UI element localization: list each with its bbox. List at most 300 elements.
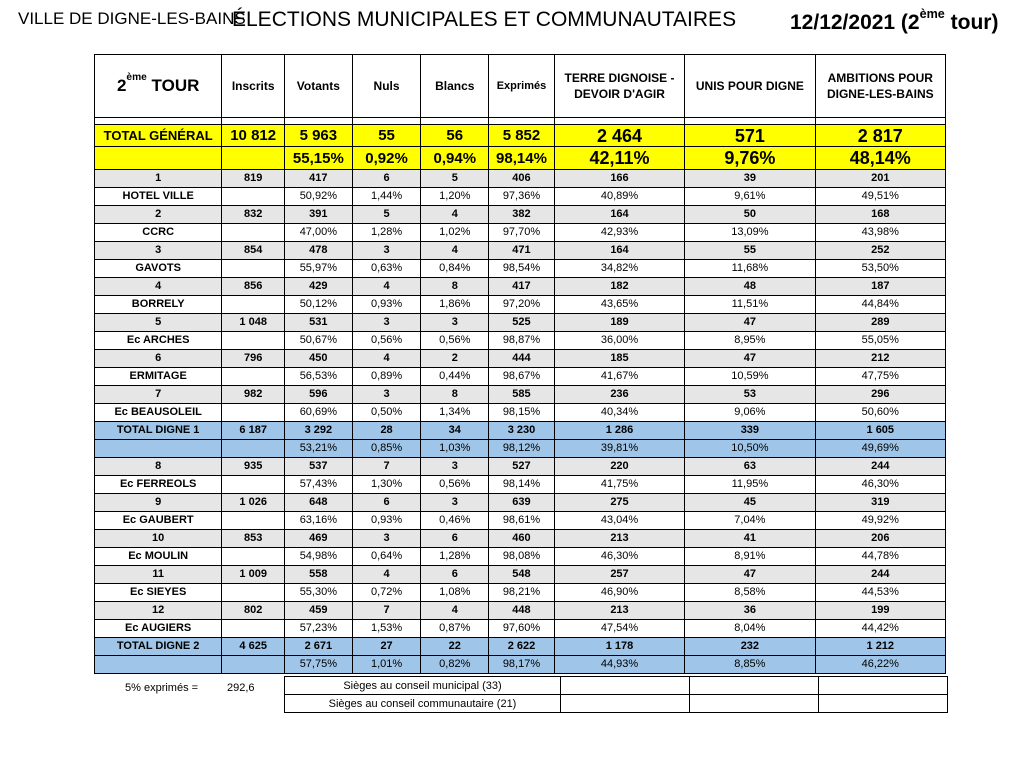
bureau-pct-row: [95, 368, 946, 386]
bureau-pct-row: [95, 224, 946, 242]
pct-votants: 50,67%: [285, 332, 353, 350]
count-list-terre-dignoise: 1 286: [554, 422, 684, 440]
pct-exprimes: 98,21%: [489, 584, 555, 602]
count-votants: 469: [285, 530, 353, 548]
bureau-count-row: [95, 458, 946, 476]
total-general-pct-empty: [222, 147, 285, 170]
subtotal-pct-row: [95, 440, 946, 458]
bureau-pct-row: [95, 296, 946, 314]
pct-list-terre-dignoise: 36,00%: [554, 332, 684, 350]
total-general-row: [95, 125, 946, 147]
count-list-terre-dignoise: 220: [554, 458, 684, 476]
count-votants: 450: [285, 350, 353, 368]
pct-votants: 55,30%: [285, 584, 353, 602]
count-list-terre-dignoise: 213: [554, 602, 684, 620]
total-general-list-ambitions: 2 817: [815, 125, 945, 147]
bureau-count-row: [95, 386, 946, 404]
results-table: [94, 54, 946, 674]
bureau-number: 11: [95, 566, 222, 584]
total-general-pct-list-ambitions: 48,14%: [815, 147, 945, 170]
count-votants: 478: [285, 242, 353, 260]
bureau-name: Ec BEAUSOLEIL: [95, 404, 222, 422]
seats-municipal-label: Sièges au conseil municipal (33): [285, 677, 561, 695]
total-general-pct-row: [95, 147, 946, 170]
pct-nuls: 0,56%: [352, 332, 421, 350]
count-votants: 391: [285, 206, 353, 224]
pct-empty: [222, 512, 285, 530]
pct-blancs: 0,87%: [421, 620, 489, 638]
seats-cell: [690, 695, 819, 713]
count-blancs: 8: [421, 386, 489, 404]
pct-list-terre-dignoise: 44,93%: [554, 656, 684, 674]
bureau-name: Ec ARCHES: [95, 332, 222, 350]
total-general-pct-label: [95, 147, 222, 170]
bureau-name: CCRC: [95, 224, 222, 242]
count-blancs: 6: [421, 530, 489, 548]
count-blancs: 5: [421, 170, 489, 188]
bureau-count-row: [95, 602, 946, 620]
pct-list-unis-pour-digne: 11,51%: [685, 296, 815, 314]
bureau-name: BORRELY: [95, 296, 222, 314]
pct-list-unis-pour-digne: 8,95%: [685, 332, 815, 350]
pct-nuls: 0,72%: [352, 584, 421, 602]
bureau-number: 9: [95, 494, 222, 512]
bureau-number: 6: [95, 350, 222, 368]
bureau-pct-row: [95, 620, 946, 638]
bureau-pct-row: [95, 512, 946, 530]
pct-list-unis-pour-digne: 8,91%: [685, 548, 815, 566]
pct-list-unis-pour-digne: 10,59%: [685, 368, 815, 386]
count-inscrits: 4 625: [222, 638, 285, 656]
header-list-unis-pour-digne: UNIS POUR DIGNE: [685, 55, 815, 118]
pct-votants: 53,21%: [285, 440, 353, 458]
pct-exprimes: 98,15%: [489, 404, 555, 422]
subtotal-count-row: [95, 422, 946, 440]
bureau-name: Ec SIEYES: [95, 584, 222, 602]
count-votants: 2 671: [285, 638, 353, 656]
count-votants: 531: [285, 314, 353, 332]
count-inscrits: 796: [222, 350, 285, 368]
bureau-number: 2: [95, 206, 222, 224]
date-text: 12/12/2021 (2: [790, 11, 920, 34]
pct-empty: [222, 620, 285, 638]
pct-votants: 50,92%: [285, 188, 353, 206]
bureau-name: Ec FERREOLS: [95, 476, 222, 494]
total-general-pct-exprimes: 98,14%: [489, 147, 555, 170]
subtotal-count-row: [95, 638, 946, 656]
pct-list-terre-dignoise: 39,81%: [554, 440, 684, 458]
count-votants: 648: [285, 494, 353, 512]
total-general-label: TOTAL GÉNÉRAL: [95, 125, 222, 147]
pct-empty: [222, 476, 285, 494]
pct-empty: [222, 332, 285, 350]
pct-list-unis-pour-digne: 8,58%: [685, 584, 815, 602]
count-inscrits: 819: [222, 170, 285, 188]
count-list-unis-pour-digne: 232: [685, 638, 815, 656]
pct-votants: 60,69%: [285, 404, 353, 422]
seats-communautaire-row: [285, 695, 948, 713]
total-general-blancs: 56: [421, 125, 489, 147]
count-inscrits: 856: [222, 278, 285, 296]
header-blancs: Blancs: [421, 55, 489, 118]
pct-votants: 56,53%: [285, 368, 353, 386]
pct-exprimes: 97,70%: [489, 224, 555, 242]
count-nuls: 3: [352, 530, 421, 548]
bureau-count-row: [95, 242, 946, 260]
count-nuls: 3: [352, 314, 421, 332]
pct-list-unis-pour-digne: 8,85%: [685, 656, 815, 674]
count-list-ambitions: 244: [815, 566, 945, 584]
header-votants: Votants: [285, 55, 353, 118]
total-general-pct-nuls: 0,92%: [352, 147, 421, 170]
pct-empty: [222, 224, 285, 242]
bureau-number: 5: [95, 314, 222, 332]
count-exprimes: 417: [489, 278, 555, 296]
pct-votants: 57,75%: [285, 656, 353, 674]
threshold-value: 292,6: [227, 682, 255, 694]
pct-list-ambitions: 46,22%: [815, 656, 945, 674]
count-nuls: 27: [352, 638, 421, 656]
pct-list-terre-dignoise: 41,75%: [554, 476, 684, 494]
pct-nuls: 0,93%: [352, 296, 421, 314]
count-exprimes: 525: [489, 314, 555, 332]
pct-list-ambitions: 46,30%: [815, 476, 945, 494]
bureau-pct-row: [95, 476, 946, 494]
pct-list-unis-pour-digne: 10,50%: [685, 440, 815, 458]
bureau-number: 8: [95, 458, 222, 476]
count-blancs: 4: [421, 242, 489, 260]
count-list-ambitions: 244: [815, 458, 945, 476]
pct-list-ambitions: 44,78%: [815, 548, 945, 566]
pct-empty: [222, 656, 285, 674]
count-list-unis-pour-digne: 47: [685, 350, 815, 368]
bureau-count-row: [95, 278, 946, 296]
count-list-ambitions: 168: [815, 206, 945, 224]
seats-cell: [561, 677, 690, 695]
pct-empty: [222, 440, 285, 458]
pct-votants: 54,98%: [285, 548, 353, 566]
pct-list-terre-dignoise: 42,93%: [554, 224, 684, 242]
pct-blancs: 1,03%: [421, 440, 489, 458]
count-inscrits: 1 026: [222, 494, 285, 512]
pct-list-terre-dignoise: 46,30%: [554, 548, 684, 566]
pct-votants: 63,16%: [285, 512, 353, 530]
date-superscript: ème: [919, 7, 945, 22]
pct-exprimes: 98,12%: [489, 440, 555, 458]
pct-list-ambitions: 43,98%: [815, 224, 945, 242]
count-exprimes: 444: [489, 350, 555, 368]
pct-empty: [222, 296, 285, 314]
count-list-ambitions: 206: [815, 530, 945, 548]
pct-list-unis-pour-digne: 7,04%: [685, 512, 815, 530]
count-inscrits: 982: [222, 386, 285, 404]
pct-exprimes: 98,87%: [489, 332, 555, 350]
bureau-pct-row: [95, 584, 946, 602]
pct-list-ambitions: 55,05%: [815, 332, 945, 350]
bureau-number: 10: [95, 530, 222, 548]
pct-nuls: 1,53%: [352, 620, 421, 638]
count-list-unis-pour-digne: 47: [685, 314, 815, 332]
pct-nuls: 1,01%: [352, 656, 421, 674]
results-body: [95, 55, 946, 674]
pct-votants: 55,97%: [285, 260, 353, 278]
column-header-row: [95, 55, 946, 118]
count-blancs: 3: [421, 494, 489, 512]
bureau-pct-row: [95, 548, 946, 566]
count-list-ambitions: 1 212: [815, 638, 945, 656]
pct-nuls: 1,30%: [352, 476, 421, 494]
pct-nuls: 0,93%: [352, 512, 421, 530]
pct-blancs: 0,44%: [421, 368, 489, 386]
count-list-terre-dignoise: 236: [554, 386, 684, 404]
pct-list-ambitions: 53,50%: [815, 260, 945, 278]
count-list-ambitions: 212: [815, 350, 945, 368]
count-blancs: 4: [421, 206, 489, 224]
count-exprimes: 406: [489, 170, 555, 188]
pct-empty: [222, 188, 285, 206]
pct-list-unis-pour-digne: 9,06%: [685, 404, 815, 422]
pct-votants: 57,43%: [285, 476, 353, 494]
count-list-unis-pour-digne: 45: [685, 494, 815, 512]
count-list-unis-pour-digne: 48: [685, 278, 815, 296]
bureau-number: 12: [95, 602, 222, 620]
pct-exprimes: 97,60%: [489, 620, 555, 638]
count-votants: 596: [285, 386, 353, 404]
subtotal-label: TOTAL DIGNE 2: [95, 638, 222, 656]
count-list-terre-dignoise: 164: [554, 206, 684, 224]
pct-list-terre-dignoise: 46,90%: [554, 584, 684, 602]
pct-blancs: 1,86%: [421, 296, 489, 314]
bureau-pct-row: [95, 404, 946, 422]
subtotal-name: [95, 440, 222, 458]
header-inscrits: Inscrits: [222, 55, 285, 118]
count-exprimes: 2 622: [489, 638, 555, 656]
seats-cell: [819, 695, 948, 713]
bureau-count-row: [95, 350, 946, 368]
count-exprimes: 585: [489, 386, 555, 404]
bureau-name: Ec AUGIERS: [95, 620, 222, 638]
pct-nuls: 0,64%: [352, 548, 421, 566]
count-inscrits: 935: [222, 458, 285, 476]
bureau-number: 4: [95, 278, 222, 296]
pct-exprimes: 98,14%: [489, 476, 555, 494]
total-general-pct-votants: 55,15%: [285, 147, 353, 170]
date-suffix: tour): [944, 11, 999, 34]
count-blancs: 8: [421, 278, 489, 296]
pct-nuls: 1,44%: [352, 188, 421, 206]
count-votants: 459: [285, 602, 353, 620]
count-blancs: 6: [421, 566, 489, 584]
pct-list-ambitions: 49,69%: [815, 440, 945, 458]
bureau-pct-row: [95, 332, 946, 350]
pct-empty: [222, 260, 285, 278]
count-nuls: 4: [352, 566, 421, 584]
pct-empty: [222, 404, 285, 422]
count-votants: 558: [285, 566, 353, 584]
count-list-ambitions: 1 605: [815, 422, 945, 440]
spacer-row: [95, 118, 946, 125]
round-label: TOUR: [146, 75, 200, 95]
total-general-pct-blancs: 0,94%: [421, 147, 489, 170]
pct-list-ambitions: 44,84%: [815, 296, 945, 314]
bureau-name: Ec GAUBERT: [95, 512, 222, 530]
count-list-ambitions: 201: [815, 170, 945, 188]
pct-list-terre-dignoise: 43,65%: [554, 296, 684, 314]
pct-exprimes: 98,61%: [489, 512, 555, 530]
bureau-count-row: [95, 530, 946, 548]
count-list-unis-pour-digne: 47: [685, 566, 815, 584]
count-list-ambitions: 199: [815, 602, 945, 620]
count-nuls: 28: [352, 422, 421, 440]
bureau-number: 1: [95, 170, 222, 188]
bureau-count-row: [95, 314, 946, 332]
bureau-name: HOTEL VILLE: [95, 188, 222, 206]
count-list-ambitions: 296: [815, 386, 945, 404]
pct-exprimes: 97,20%: [489, 296, 555, 314]
pct-blancs: 1,08%: [421, 584, 489, 602]
seats-cell: [690, 677, 819, 695]
count-exprimes: 527: [489, 458, 555, 476]
count-exprimes: 548: [489, 566, 555, 584]
count-list-unis-pour-digne: 55: [685, 242, 815, 260]
count-list-unis-pour-digne: 39: [685, 170, 815, 188]
bureau-name: GAVOTS: [95, 260, 222, 278]
header-exprimes: Exprimés: [489, 55, 555, 118]
threshold-note: [125, 682, 255, 694]
count-blancs: 34: [421, 422, 489, 440]
pct-blancs: 0,82%: [421, 656, 489, 674]
pct-exprimes: 98,54%: [489, 260, 555, 278]
count-list-terre-dignoise: 257: [554, 566, 684, 584]
count-blancs: 3: [421, 314, 489, 332]
seats-cell: [819, 677, 948, 695]
count-inscrits: 6 187: [222, 422, 285, 440]
pct-list-terre-dignoise: 47,54%: [554, 620, 684, 638]
count-list-ambitions: 187: [815, 278, 945, 296]
pct-blancs: 1,20%: [421, 188, 489, 206]
count-list-unis-pour-digne: 41: [685, 530, 815, 548]
pct-blancs: 0,46%: [421, 512, 489, 530]
seats-cell: [561, 695, 690, 713]
bureau-count-row: [95, 206, 946, 224]
count-blancs: 3: [421, 458, 489, 476]
pct-nuls: 1,28%: [352, 224, 421, 242]
count-list-unis-pour-digne: 50: [685, 206, 815, 224]
total-general-exprimes: 5 852: [489, 125, 555, 147]
pct-nuls: 0,63%: [352, 260, 421, 278]
count-inscrits: 1 009: [222, 566, 285, 584]
bureau-count-row: [95, 494, 946, 512]
pct-list-unis-pour-digne: 8,04%: [685, 620, 815, 638]
pct-list-terre-dignoise: 34,82%: [554, 260, 684, 278]
pct-list-terre-dignoise: 40,34%: [554, 404, 684, 422]
pct-exprimes: 98,17%: [489, 656, 555, 674]
count-list-terre-dignoise: 164: [554, 242, 684, 260]
count-inscrits: 854: [222, 242, 285, 260]
count-nuls: 3: [352, 242, 421, 260]
count-list-ambitions: 252: [815, 242, 945, 260]
count-list-unis-pour-digne: 63: [685, 458, 815, 476]
city-name: VILLE DE DIGNE-LES-BAINS: [18, 9, 246, 28]
count-exprimes: 382: [489, 206, 555, 224]
bureau-pct-row: [95, 260, 946, 278]
subtotal-label: TOTAL DIGNE 1: [95, 422, 222, 440]
header-list-terre-dignoise: TERRE DIGNOISE - DEVOIR D'AGIR: [554, 55, 684, 118]
pct-list-unis-pour-digne: 13,09%: [685, 224, 815, 242]
pct-list-terre-dignoise: 41,67%: [554, 368, 684, 386]
pct-blancs: 0,56%: [421, 476, 489, 494]
seats-municipal-row: [285, 677, 948, 695]
count-list-terre-dignoise: 185: [554, 350, 684, 368]
round-number: 2: [116, 75, 127, 95]
bureau-count-row: [95, 170, 946, 188]
count-exprimes: 639: [489, 494, 555, 512]
pct-votants: 47,00%: [285, 224, 353, 242]
count-inscrits: 802: [222, 602, 285, 620]
count-nuls: 6: [352, 494, 421, 512]
total-general-inscrits: 10 812: [222, 125, 285, 147]
pct-list-terre-dignoise: 40,89%: [554, 188, 684, 206]
count-exprimes: 460: [489, 530, 555, 548]
pct-list-ambitions: 50,60%: [815, 404, 945, 422]
count-list-terre-dignoise: 1 178: [554, 638, 684, 656]
count-list-terre-dignoise: 182: [554, 278, 684, 296]
pct-list-unis-pour-digne: 9,61%: [685, 188, 815, 206]
pct-exprimes: 98,67%: [489, 368, 555, 386]
count-blancs: 2: [421, 350, 489, 368]
count-exprimes: 3 230: [489, 422, 555, 440]
count-list-terre-dignoise: 189: [554, 314, 684, 332]
pct-empty: [222, 584, 285, 602]
pct-nuls: 0,89%: [352, 368, 421, 386]
pct-exprimes: 97,36%: [489, 188, 555, 206]
count-list-unis-pour-digne: 339: [685, 422, 815, 440]
bureau-name: ERMITAGE: [95, 368, 222, 386]
pct-list-unis-pour-digne: 11,68%: [685, 260, 815, 278]
seats-table: [284, 676, 948, 713]
count-nuls: 4: [352, 278, 421, 296]
bureau-number: 3: [95, 242, 222, 260]
pct-list-terre-dignoise: 43,04%: [554, 512, 684, 530]
pct-nuls: 0,50%: [352, 404, 421, 422]
bureau-count-row: [95, 566, 946, 584]
pct-blancs: 1,02%: [421, 224, 489, 242]
count-list-terre-dignoise: 275: [554, 494, 684, 512]
pct-list-ambitions: 47,75%: [815, 368, 945, 386]
header-list-ambitions: AMBITIONS POUR DIGNE-LES-BAINS: [815, 55, 945, 118]
count-list-terre-dignoise: 213: [554, 530, 684, 548]
round-superscript: ème: [126, 71, 147, 83]
count-list-ambitions: 319: [815, 494, 945, 512]
pct-list-unis-pour-digne: 11,95%: [685, 476, 815, 494]
total-general-pct-list-terre-dignoise: 42,11%: [554, 147, 684, 170]
pct-empty: [222, 548, 285, 566]
total-general-list-unis-pour-digne: 571: [685, 125, 815, 147]
bureau-pct-row: [95, 188, 946, 206]
pct-list-ambitions: 44,53%: [815, 584, 945, 602]
count-votants: 537: [285, 458, 353, 476]
count-nuls: 5: [352, 206, 421, 224]
count-list-terre-dignoise: 166: [554, 170, 684, 188]
pct-votants: 50,12%: [285, 296, 353, 314]
pct-blancs: 1,28%: [421, 548, 489, 566]
count-nuls: 7: [352, 458, 421, 476]
subtotal-pct-row: [95, 656, 946, 674]
count-exprimes: 448: [489, 602, 555, 620]
count-blancs: 4: [421, 602, 489, 620]
pct-exprimes: 98,08%: [489, 548, 555, 566]
subtotal-name: [95, 656, 222, 674]
